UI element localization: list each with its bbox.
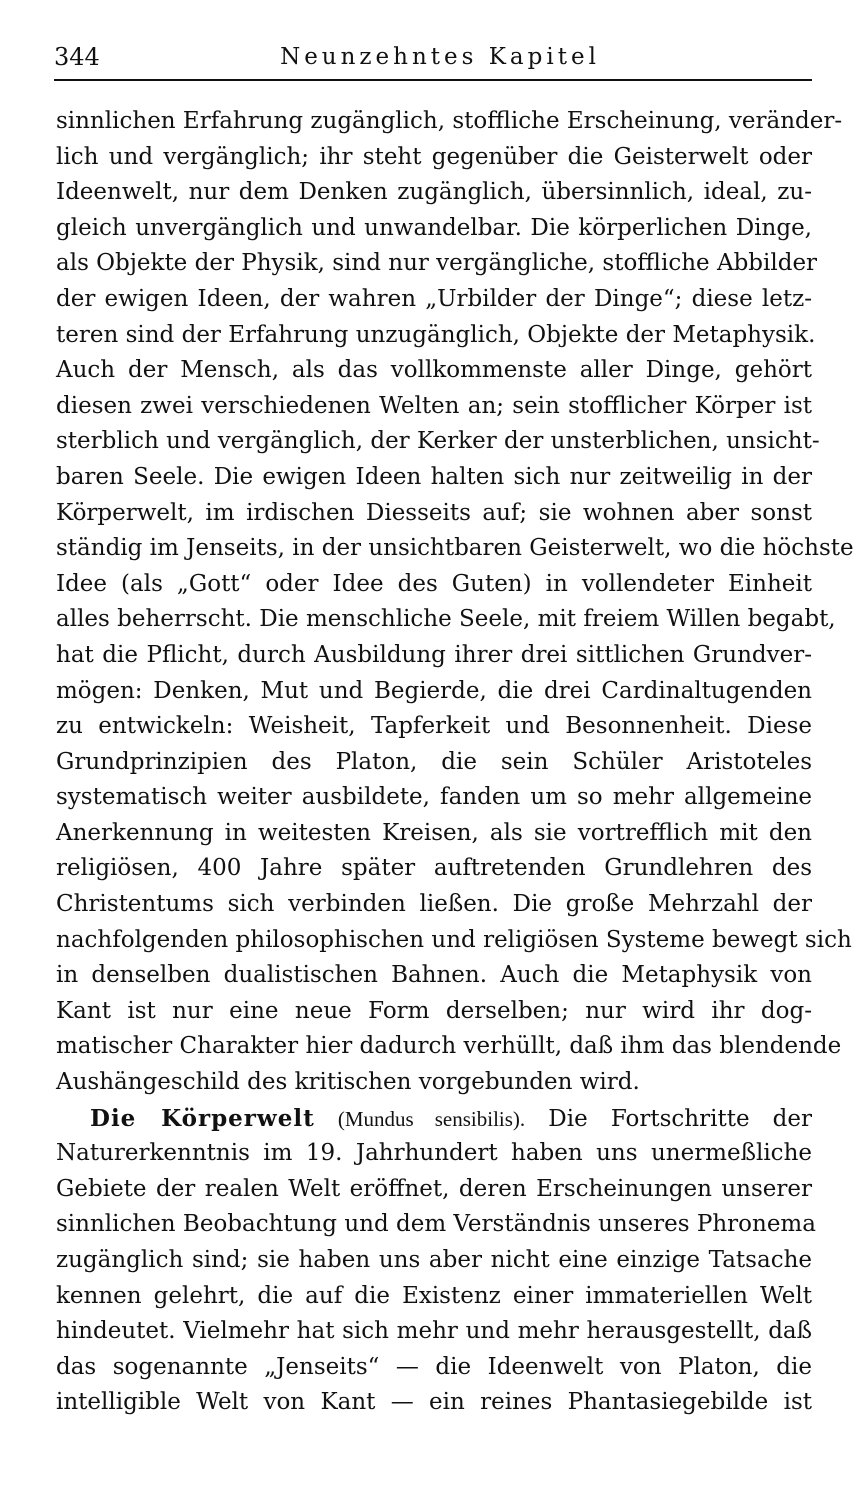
- text-line: kennen gelehrt, die auf die Existenz einer immateriellen Welt: [56, 1282, 812, 1309]
- text-line: sterblich und vergänglich, der Kerker der unsterblichen, unsicht-: [56, 428, 820, 455]
- text-line: ständig im Jenseits, in der unsichtbaren Geisterwelt, wo die höchste: [56, 535, 854, 562]
- text-line: der ewigen Ideen, der wahren „Urbilder der Dinge“; diese letz-: [56, 285, 812, 312]
- text-line: gleich unvergänglich und unwandelbar. Die körperlichen Dinge,: [56, 214, 812, 241]
- text-line: Ideenwelt, nur dem Denken zugänglich, übersinnlich, ideal, zu-: [56, 179, 812, 206]
- text-line: hat die Pflicht, durch Ausbildung ihrer drei sittlichen Grundver-: [56, 641, 812, 668]
- text-line: lich und vergänglich; ihr steht gegenüber die Geisterwelt oder: [56, 143, 812, 170]
- text-line: Christentums sich verbinden ließen. Die große Mehrzahl der: [56, 891, 812, 918]
- running-head: Neunzehntes Kapitel: [280, 44, 600, 70]
- section-latin-term: (Mundus sensibilis).: [337, 1106, 526, 1131]
- text-line: Auch der Mensch, als das vollkommenste aller Dinge, gehört: [56, 357, 812, 384]
- page-number: 344: [54, 43, 100, 71]
- text-line: sinnlichen Beobachtung und dem Verständnis unseres Phronema: [56, 1211, 816, 1238]
- text-line: nachfolgenden philosophischen und religiösen Systeme bewegt sich: [56, 926, 852, 953]
- body-text: [56, 104, 854, 1421]
- text-line: baren Seele. Die ewigen Ideen halten sich nur zeitweilig in der: [56, 463, 812, 490]
- text-line: in denselben dualistischen Bahnen. Auch die Metaphysik von: [56, 962, 812, 989]
- text-line: Kant ist nur eine neue Form derselben; nur wird ihr dog-: [56, 997, 812, 1024]
- text-line: Grundprinzipien des Platon, die sein Schüler Aristoteles: [56, 748, 812, 775]
- text-line: teren sind der Erfahrung unzugänglich, Objekte der Metaphysik.: [56, 321, 816, 348]
- text-line: religiösen, 400 Jahre später auftretenden Grundlehren des: [56, 855, 812, 882]
- text-line: das sogenannte „Jenseits“ — die Ideenwelt von Platon, die: [56, 1353, 812, 1380]
- text-line: matischer Charakter hier dadurch verhüllt, daß ihm das blendende: [56, 1033, 842, 1060]
- text-line: als Objekte der Physik, sind nur vergängliche, stoffliche Abbilder: [56, 250, 818, 277]
- text-line: diesen zwei verschiedenen Welten an; sein stofflicher Körper ist: [56, 392, 812, 419]
- text-line: systematisch weiter ausbildete, fanden um so mehr allgemeine: [56, 784, 812, 811]
- text-line: alles beherrscht. Die menschliche Seele, mit freiem Willen begabt,: [56, 606, 836, 633]
- text-line: Aushängeschild des kritischen vorgebunden wird.: [56, 1069, 640, 1096]
- text-line: zugänglich sind; sie haben uns aber nicht eine einzige Tatsache: [56, 1247, 812, 1273]
- text-line: hindeutet. Vielmehr hat sich mehr und mehr herausgestellt, daß: [56, 1318, 812, 1345]
- header-rule: [54, 79, 812, 81]
- text-line: Körperwelt, im irdischen Diesseits auf; sie wohnen aber sonst: [56, 499, 812, 526]
- text-line: intelligible Welt von Kant — ein reines Phantasiegebilde ist: [56, 1389, 812, 1416]
- text-line: sinnlichen Erfahrung zugänglich, stoffliche Erscheinung, veränder-: [56, 108, 843, 134]
- text-line: Gebiete der realen Welt eröffnet, deren Erscheinungen unserer: [56, 1175, 812, 1202]
- text-line: Idee (als „Gott“ oder Idee des Guten) in vollendeter Einheit: [56, 570, 812, 597]
- text-line: zu entwickeln: Weisheit, Tapferkeit und Besonnenheit. Diese: [56, 713, 812, 740]
- section-first-line: [56, 1101, 812, 1137]
- text-line: mögen: Denken, Mut und Begierde, die drei Cardinaltugenden: [56, 677, 812, 704]
- text-line: Naturerkenntnis im 19. Jahrhundert haben uns unermeßliche: [56, 1140, 812, 1167]
- section-heading: Die Körperwelt: [90, 1104, 315, 1132]
- text-line: Anerkennung in weitesten Kreisen, als sie vortrefflich mit den: [56, 819, 812, 846]
- section-first-line-rest: Die Fortschritte der: [548, 1105, 813, 1132]
